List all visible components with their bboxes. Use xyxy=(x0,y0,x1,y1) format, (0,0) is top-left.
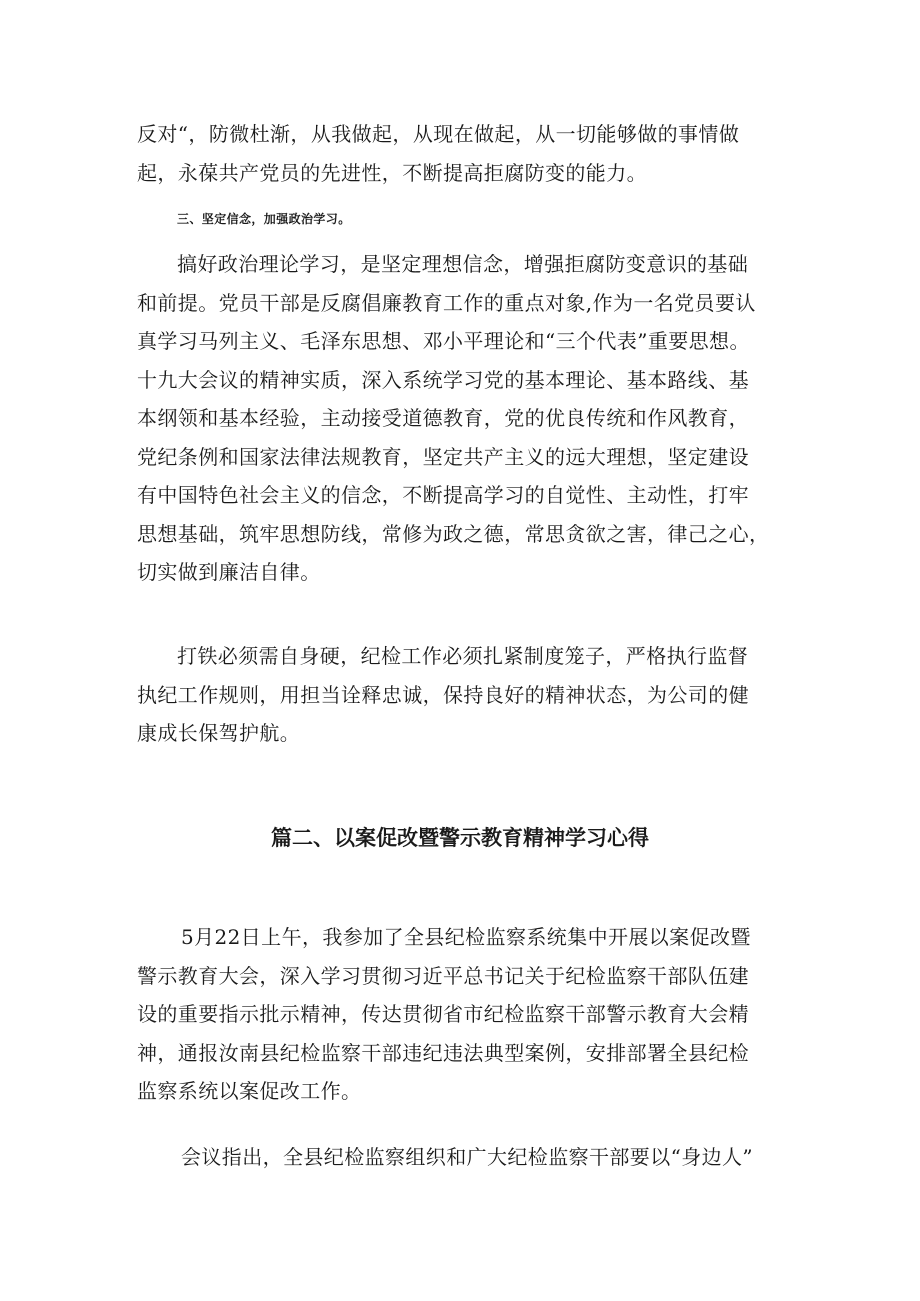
text-line: 十九大会议的精神实质，深入系统学习党的基本理论、基本路线、基 xyxy=(137,367,749,392)
article-title: 篇二、以案促改暨警示教育精神学习心得 xyxy=(271,826,649,850)
text-line: 反对“，防微杜渐，从我做起，从现在做起，从一切能够做的事情做 xyxy=(137,122,740,146)
text-line: 警示教育大会，深入学习贯彻习近平总书记关于纪检监察干部队伍建 xyxy=(137,963,749,988)
text-line: 思想基础，筑牢思想防线，常修为政之德，常思贪欲之害，律己之心， xyxy=(137,521,770,546)
text-line: 和前提。党员干部是反腐倡廉教育工作的重点对象,作为一名党员要认 xyxy=(137,290,756,315)
text-line: 有中国特色社会主义的信念，不断提高学习的自觉性、主动性，打牢 xyxy=(137,483,749,507)
paragraph-study xyxy=(137,245,797,592)
text-line: 会议指出，全县纪检监察组织和广大纪检监察干部要以“身边人” xyxy=(181,1145,754,1169)
text-line: 执纪工作规则，用担当诠释忠诚，保持良好的精神状态，为公司的健 xyxy=(137,682,749,707)
text-line: 打铁必须需自身硬，纪检工作必须扎紧制度笼子，严格执行监督 xyxy=(177,644,749,668)
text-line: 5月22日上午，我参加了全县纪检监察系统集中开展以案促改暨 xyxy=(181,925,751,949)
text-line: 起，永葆共产党员的先进性，不断提高拒腐防变的能力。 xyxy=(137,160,647,185)
text-line: 搞好政治理论学习，是坚定理想信念，增强拒腐防变意识的基础 xyxy=(177,252,749,276)
paragraph-continued xyxy=(137,115,797,192)
paragraph-meeting xyxy=(137,918,797,1111)
paragraph-closing xyxy=(137,637,797,753)
section-heading-text: 三、坚定信念，加强政治学习。 xyxy=(177,212,351,226)
text-line: 神，通报汝南县纪检监察干部违纪违法典型案例，安排部署全县纪检 xyxy=(137,1040,749,1065)
text-line: 设的重要指示批示精神，传达贯彻省市纪检监察干部警示教育大会精 xyxy=(137,1002,749,1026)
text-line: 真学习马列主义、毛泽东思想、邓小平理论和“三个代表”重要思想。 xyxy=(137,329,750,353)
text-line: 本纲领和基本经验，主动接受道德教育，党的优良传统和作风教育， xyxy=(137,406,749,430)
text-line: 监察系统以案促改工作。 xyxy=(137,1079,362,1103)
text-line: 康成长保驾护航。 xyxy=(137,721,301,745)
paragraph-points xyxy=(137,1138,797,1177)
text-line: 切实做到廉洁自律。 xyxy=(137,560,321,584)
section-heading xyxy=(177,200,837,239)
text-line: 党纪条例和国家法律法规教育，坚定共产主义的远大理想，坚定建设 xyxy=(137,444,749,469)
